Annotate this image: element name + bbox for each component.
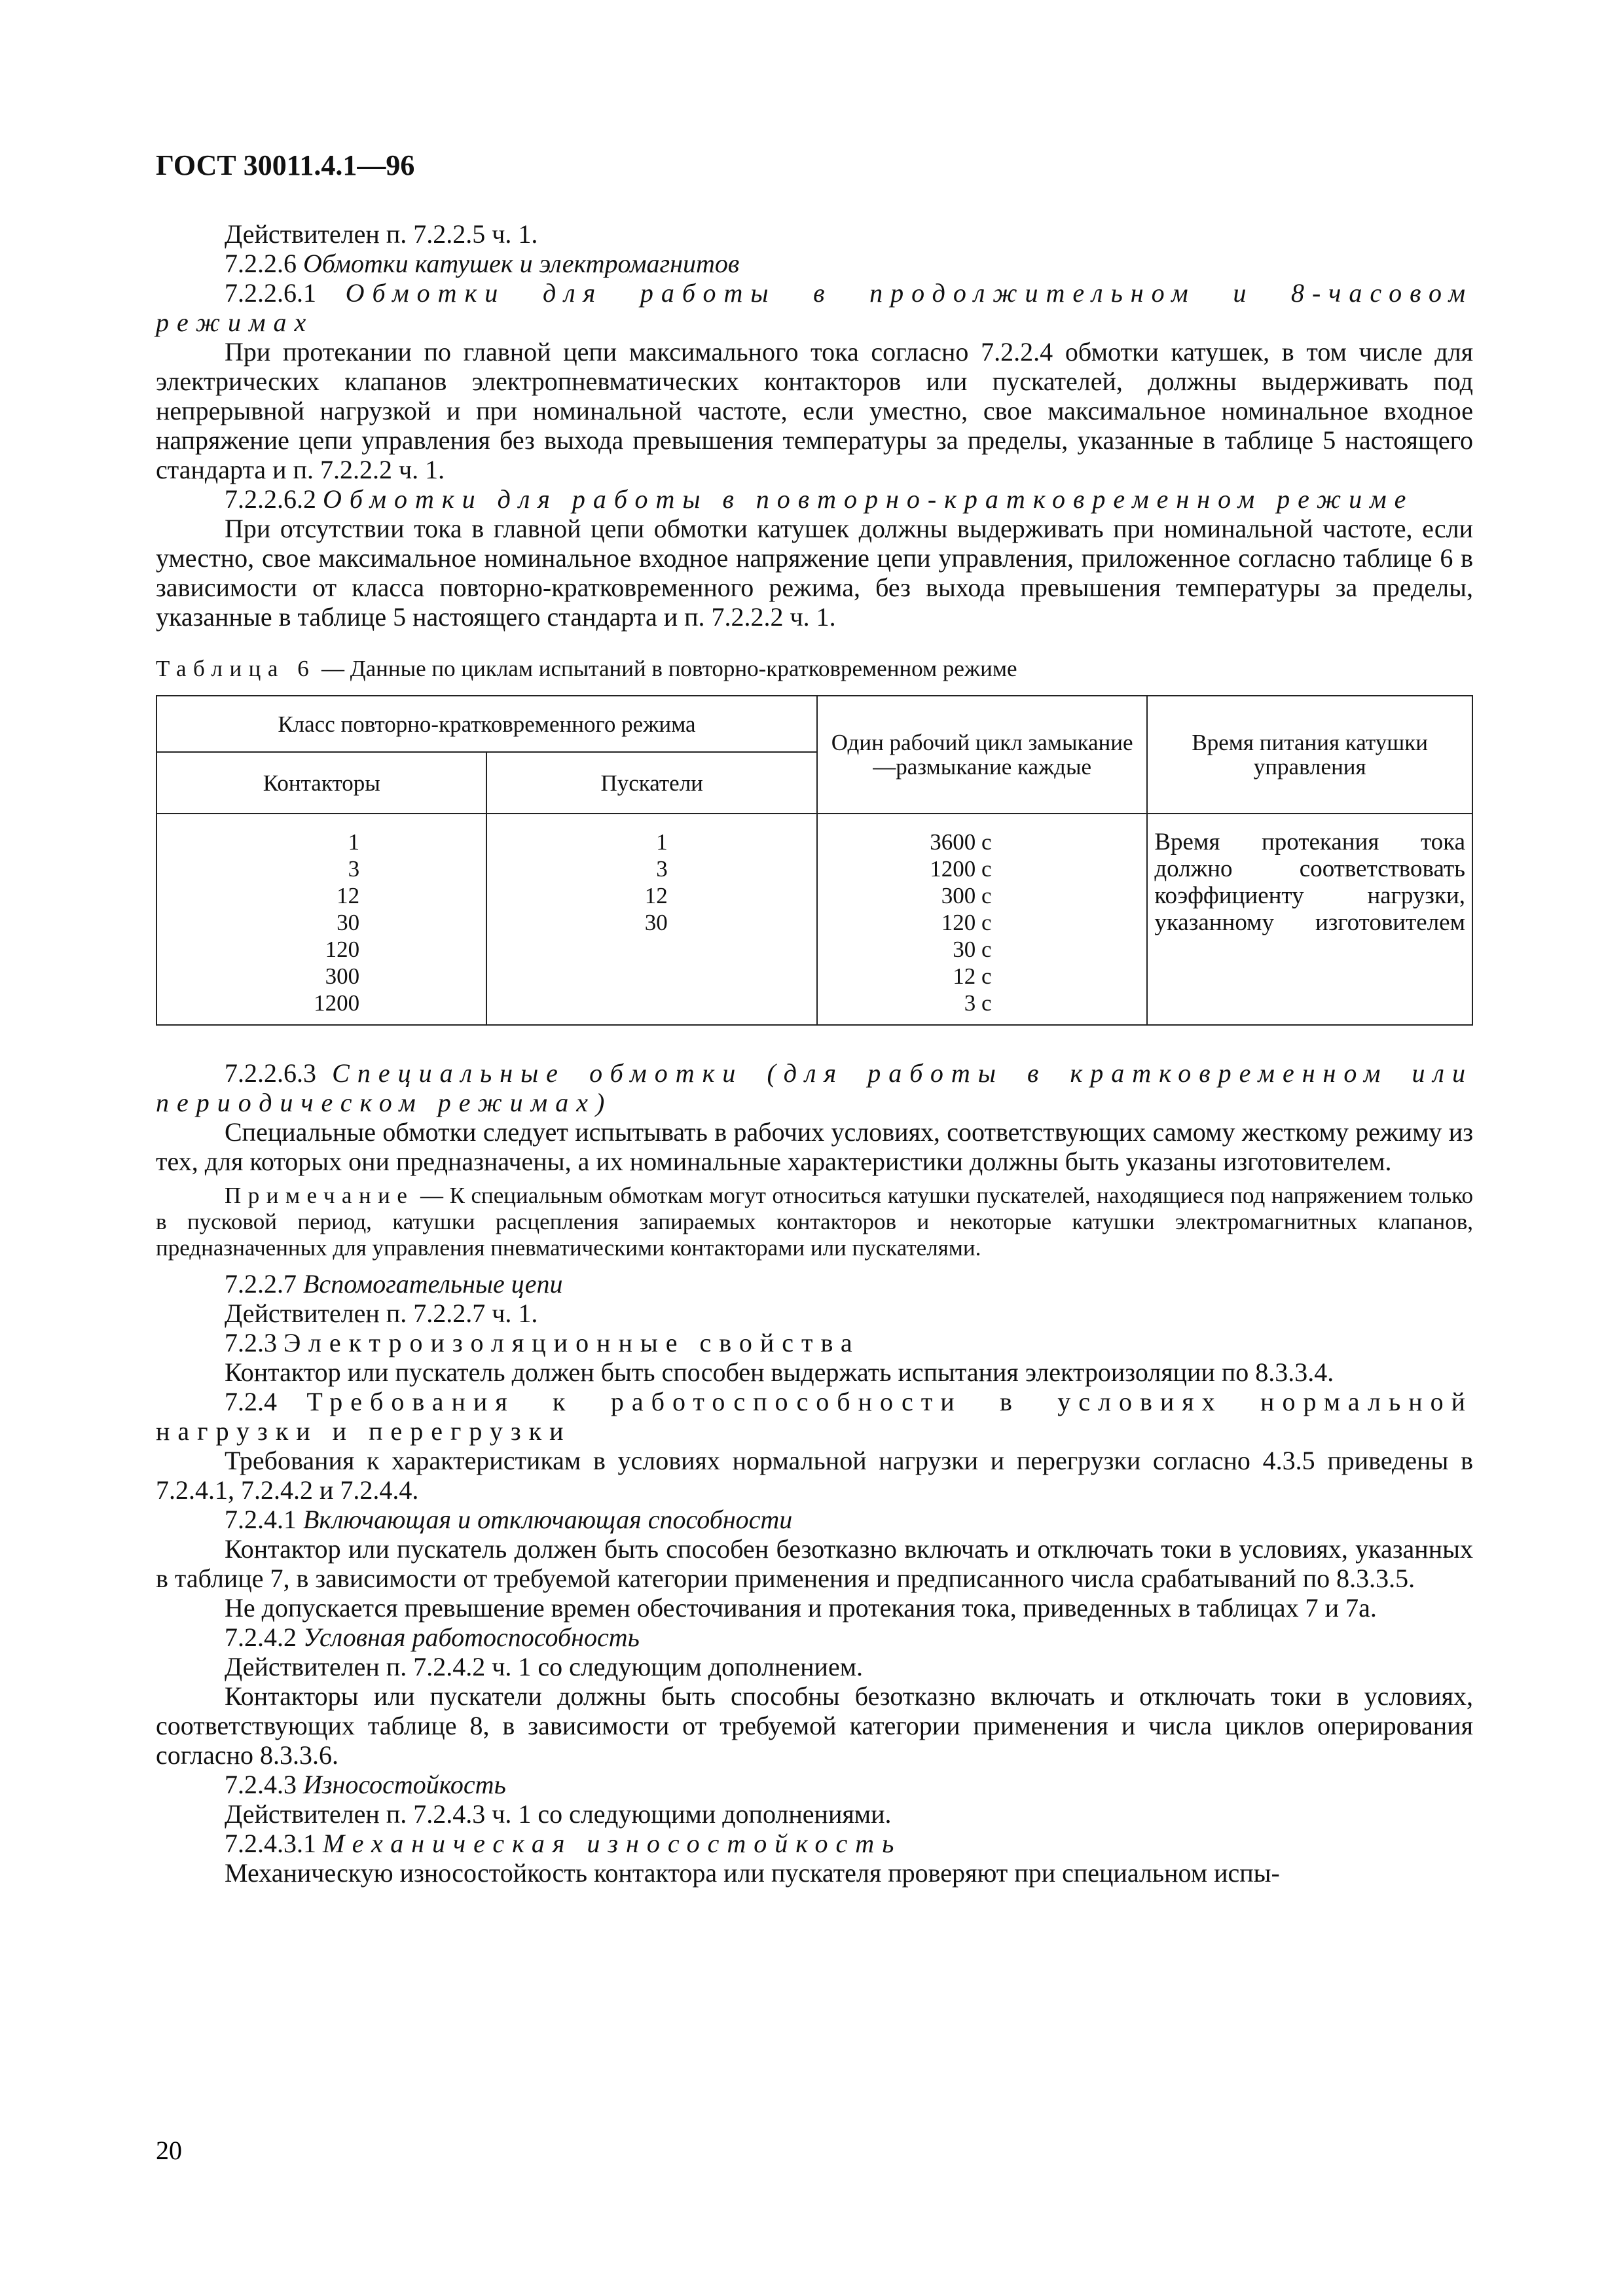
section-number: 7.2.2.6.2 <box>225 484 323 514</box>
section-title: Включающая и отключающая способности <box>303 1505 793 1534</box>
section-number: 7.2.2.6.1 <box>225 278 346 308</box>
section-number: 7.2.2.7 <box>225 1269 303 1299</box>
table-value: 120 <box>325 937 360 962</box>
section-title: Вспомогательные цепи <box>303 1269 563 1299</box>
section-title: Специальные обмотки (для работы в кратковременном или периодическом режимах) <box>156 1058 1473 1117</box>
table-value: 30 с <box>953 937 992 962</box>
paragraph: Контактор или пускатель должен быть способен выдержать испытания электроизоляции по 8.3.3.4. <box>225 1357 1334 1387</box>
paragraph: Контактор или пускатель должен быть способен безотказно включать и отключать токи в условиях, указанных в таблице 7, в зависимости от требуемой категории применения и предписанного числа срабатываний по 8.3.3.5. <box>156 1534 1473 1593</box>
paragraph: Действителен п. 7.2.4.3 ч. 1 со следующими дополнениями. <box>225 1799 892 1829</box>
section-heading <box>156 278 1473 337</box>
section-title: Механическая износостойкость <box>323 1829 902 1858</box>
paragraph: Не допускается превышение времен обесточивания и протекания тока, приведенных в таблицах 7 и 7а. <box>225 1593 1377 1623</box>
table-caption-label: Таблица 6 <box>156 656 316 681</box>
section-number: 7.2.4.3 <box>225 1770 303 1799</box>
table-value: 3 с <box>964 990 992 1016</box>
section-title: Обмотки катушек и электромагнитов <box>303 249 740 278</box>
section-number: 7.2.4.2 <box>225 1623 303 1652</box>
note-label: Примечание <box>225 1183 414 1208</box>
section-title: Требования к работоспособности в условиях нормальной нагрузки и перегрузки <box>156 1387 1474 1446</box>
section-title: Обмотки для работы в повторно-кратковременном режиме <box>323 484 1414 514</box>
section-number: 7.2.4 <box>225 1387 307 1416</box>
table-value: 12 <box>337 883 360 908</box>
table-value: Время протекания тока должно соответствовать коэффициенту нагрузки, указанному изготовителем <box>1154 829 1465 936</box>
document-id: ГОСТ 30011.4.1—96 <box>156 149 415 181</box>
table-value: 300 с <box>941 883 992 908</box>
table-caption <box>156 654 1473 683</box>
section-title: Условная работоспособность <box>303 1623 640 1652</box>
table-cell-contactors <box>156 814 486 1025</box>
table-value: 300 <box>325 963 360 989</box>
table-cell-coil-time <box>1147 814 1472 1025</box>
section-heading <box>156 1505 1473 1534</box>
section-title: Износостойкость <box>303 1770 506 1799</box>
table-value: 30 <box>644 910 668 935</box>
section-heading <box>156 1770 1473 1799</box>
paragraph: Действителен п. 7.2.2.7 ч. 1. <box>225 1299 538 1328</box>
paragraph: Требования к характеристикам в условиях нормальной нагрузки и перегрузки согласно 4.3.5 приведены в 7.2.4.1, 7.2.4.2 и 7.2.4.4. <box>156 1446 1473 1505</box>
table-value: 1 <box>656 829 668 855</box>
data-table <box>156 695 1473 1026</box>
table-cell-starters <box>486 814 816 1025</box>
paragraph: При отсутствии тока в главной цепи обмотки катушек должны выдерживать при номинальной частоте, если уместно, свое максимальное номинальное входное напряжение цепи управления, приложенное согласно таблице 6 в зависимости от класса повторно-кратковременного режима, без выхода превышения температуры за пределы, указанные в таблице 5 настоящего стандарта и п. 7.2.2.2 ч. 1. <box>156 514 1473 632</box>
table-value: 1 <box>348 829 360 855</box>
table-caption-text: — Данные по циклам испытаний в повторно-кратковременном режиме <box>316 656 1017 681</box>
table-value: 12 <box>644 883 668 908</box>
table-header-class: Класс повторно-кратковременного режима <box>156 696 817 752</box>
paragraph: При протекании по главной цепи максимального тока согласно 7.2.2.4 обмотки катушек, в том числе для электрических клапанов электропневматических контакторов или пускателей, должны выдерживать под непрерывной нагрузкой и при номинальной частоте, если уместно, свое максимальное номинальное входное напряжение цепи управления без выхода превышения температуры за пределы, указанные в таблице 5 настоящего стандарта и п. 7.2.2.2 ч. 1. <box>156 337 1473 484</box>
paragraph: Контакторы или пускатели должны быть способны безотказно включать и отключать токи в условиях, соответствующих таблице 8, в зависимости от требуемой категории применения и числа циклов оперирования согласно 8.3.3.6. <box>156 1681 1473 1770</box>
section-heading <box>156 1829 1473 1858</box>
note-text: — К специальным обмоткам могут относиться катушки пускателей, находящиеся под напряжением только в пусковой период, катушки расцепления запираемых контакторов и некоторые катушки электромагнитных клапанов, предназначенных для управления пневматическими контакторами или пускателями. <box>156 1183 1473 1261</box>
table-value: 120 с <box>941 910 992 935</box>
table-cell-cycle <box>817 814 1147 1025</box>
document-page <box>156 151 1473 1888</box>
section-heading <box>156 1058 1473 1117</box>
section-heading <box>156 1387 1473 1446</box>
page-number: 20 <box>156 2136 182 2165</box>
section-heading <box>156 1623 1473 1652</box>
section-number: 7.2.2.6 <box>225 249 303 278</box>
section-number: 7.2.2.6.3 <box>225 1058 333 1088</box>
table-header-cycle: Один рабочий цикл замыкание—размыкание каждые <box>817 696 1147 814</box>
paragraph: Действителен п. 7.2.4.2 ч. 1 со следующим дополнением. <box>225 1652 864 1681</box>
table-value: 3 <box>348 856 360 882</box>
table-header-starters: Пускатели <box>486 752 816 814</box>
table-value: 30 <box>337 910 360 935</box>
section-number: 7.2.4.3.1 <box>225 1829 323 1858</box>
table-value: 12 с <box>953 963 992 989</box>
section-heading <box>156 249 1473 278</box>
note <box>156 1183 1473 1261</box>
section-heading <box>156 1328 1473 1357</box>
section-number: 7.2.4.1 <box>225 1505 303 1534</box>
paragraph: Специальные обмотки следует испытывать в рабочих условиях, соответствующих самому жесткому режиму из тех, для которых они предназначены, а их номинальные характеристики должны быть указаны изготовителем. <box>156 1117 1473 1176</box>
table-value: 1200 с <box>930 856 992 882</box>
section-number: 7.2.3 <box>225 1328 283 1357</box>
table-value: 3600 с <box>930 829 992 855</box>
paragraph: Механическую износостойкость контактора или пускателя проверяют при специальном испы- <box>225 1858 1280 1888</box>
section-heading <box>156 1269 1473 1299</box>
section-title: Электроизоляционные свойства <box>283 1328 860 1357</box>
section-title: Обмотки для работы в продолжительном и 8-часовом режимах <box>156 278 1473 337</box>
section-heading <box>156 484 1473 514</box>
table-value: 3 <box>656 856 668 882</box>
paragraph: Действителен п. 7.2.2.5 ч. 1. <box>225 219 538 249</box>
table-value: 1200 <box>314 990 360 1016</box>
table-header-coil-time: Время питания катушки управления <box>1147 696 1472 814</box>
table-header-contactors: Контакторы <box>156 752 486 814</box>
